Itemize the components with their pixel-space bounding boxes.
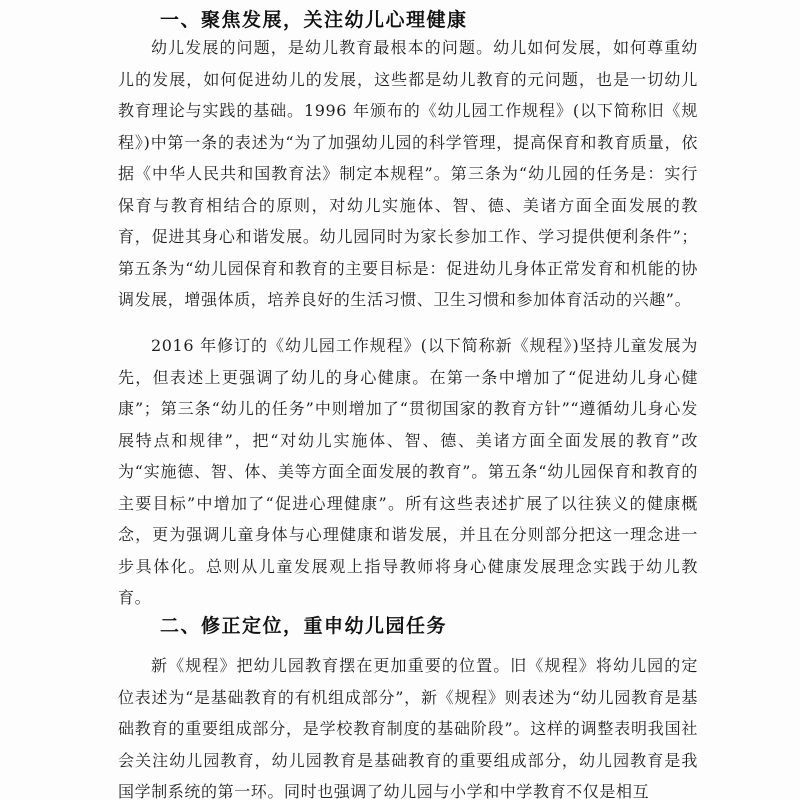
section-1-paragraph-1: 幼儿发展的问题，是幼儿教育最根本的问题。幼儿如何发展，如何尊重幼儿的发展，如何促进幼儿的发展，这些都是幼儿教育的元问题，也是一切幼儿教育理论与实践的基础。1996 年颁布的《幼儿园工作规程》(以下简称旧《规程》)中第一条的表述为“为了加强幼儿园的科学管理，提高保育和教育质量，依据《中华人民共和国教育法》制定本规程”。第三条为“幼儿园的任务是：实行保育与教育相结合的原则，对幼儿实施体、智、德、美诸方面全面发展的教育，促进其身心和谐发展。幼儿园同时为家长参加工作、学习提供便利条件”；第五条为“幼儿园保育和教育的主要目标是：促进幼儿身体正常发育和机能的协调发展，增强体质，培养良好的生活习惯、卫生习惯和参加体育活动的兴趣”。: [118, 38, 698, 309]
section-2-heading: 二、修正定位，重申幼儿园任务: [160, 615, 448, 637]
section-2-paragraph-1: 新《规程》把幼儿园教育摆在更加重要的位置。旧《规程》将幼儿园的定位表述为“是基础教育的有机组成部分”，新《规程》则表述为“幼儿园教育是基础教育的重要组成部分，是学校教育制度的基础阶段”。这样的调整表明我国社会关注幼儿园教育，幼儿园教育是基础教育的重要组成部分，幼儿园教育是我国学制系统的第一环。同时也强调了幼儿园与小学和中学教育不仅是相互: [118, 656, 698, 801]
section-1-heading: 一、聚焦发展，关注幼儿心理健康: [160, 9, 468, 31]
section-1-paragraph-2: 2016 年修订的《幼儿园工作规程》(以下简称新《规程》)坚持儿童发展为先，但表述上更强调了幼儿的身心健康。在第一条中增加了“促进幼儿身心健康”；第三条“幼儿的任务”中则增加了“贯彻国家的教育方针”“遵循幼儿身心发展特点和规律”，把“对幼儿实施体、智、德、美诸方面全面发展的教育”改为“实施德、智、体、美等方面全面发展的教育”。第五条“幼儿园保育和教育的主要目标”中增加了“促进心理健康”。所有这些表述扩展了以往狭义的健康概念，更为强调儿童身体与心理健康和谐发展，并且在分则部分把这一理念进一步具体化。总则从儿童发展观上指导教师将身心健康发展理念实践于幼儿教育。: [118, 336, 698, 607]
